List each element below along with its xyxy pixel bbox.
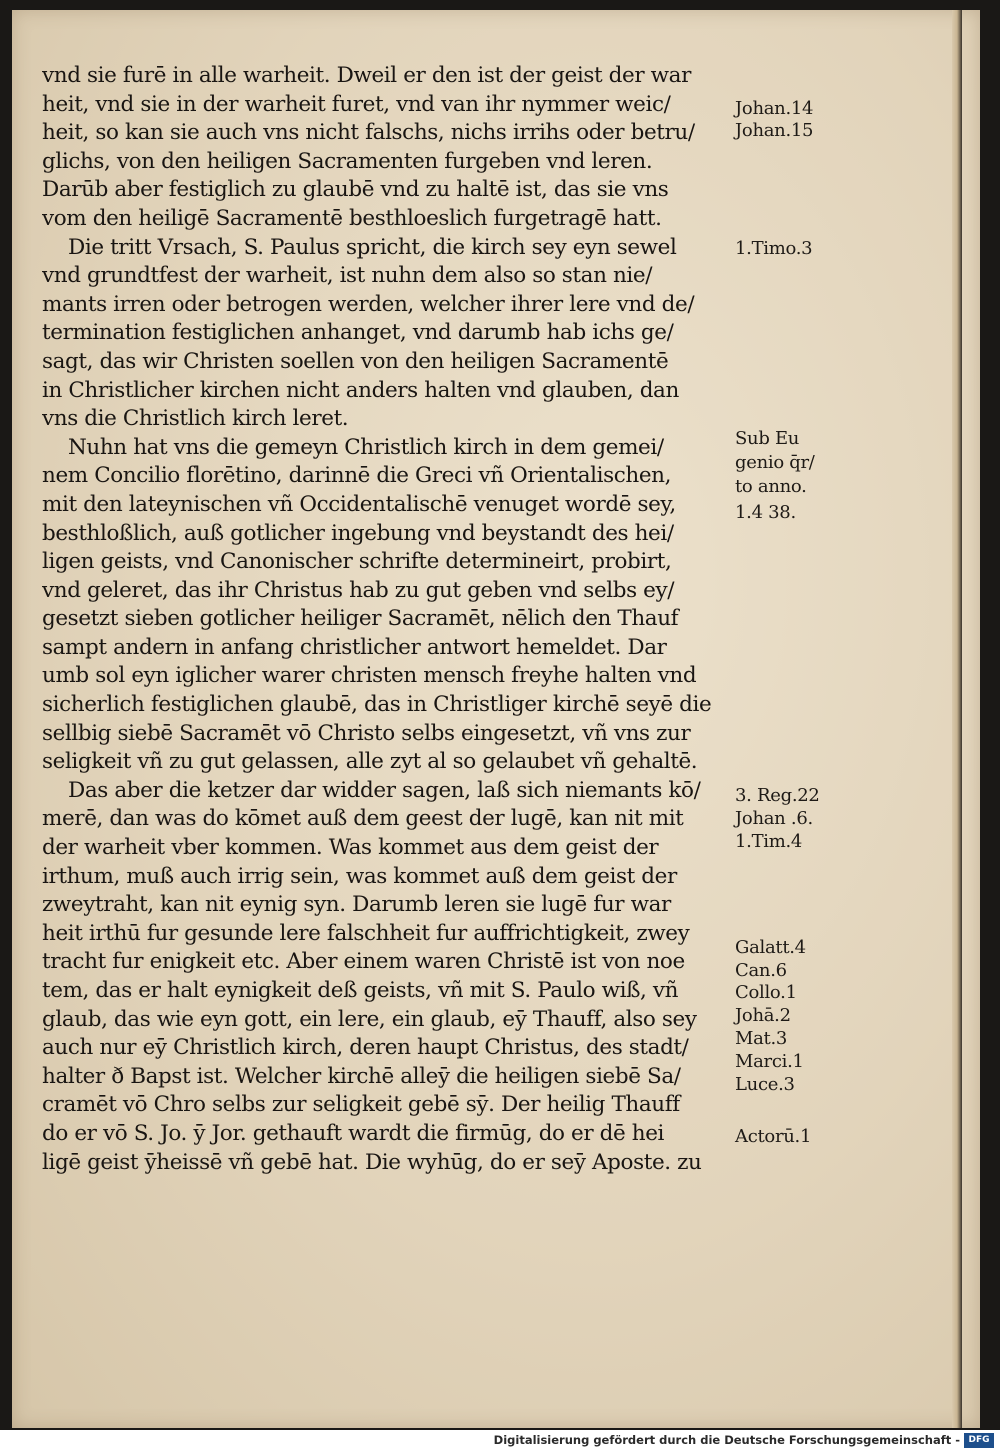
text-line: sicherlich festiglichen glaubē, das in Christliger kirchē seyē die [42, 692, 712, 718]
text-line: do er vō S. Jo. ȳ Jor. gethauft wardt die firmūg, do er dē hei [42, 1120, 665, 1146]
text-line: auch nur eȳ Christlich kirch, deren haupt Christus, des stadt/ [42, 1035, 689, 1061]
main-text-block [42, 62, 732, 1177]
margin-note: Johan.14 [735, 98, 814, 119]
text-line: mit den lateynischen vñ Occidentalischē venuget wordē sey, [42, 491, 676, 517]
text-line: besthloßlich, auß gotlicher ingebung vnd beystandt des hei/ [42, 520, 674, 546]
text-line: ligen geists, vnd Canonischer schrifte determineirt, probirt, [42, 549, 672, 575]
margin-note: Sub Eu [735, 428, 800, 449]
text-line: Nuhn hat vns die gemeyn Christlich kirch in dem gemei/ [68, 434, 664, 460]
text-line: termination festiglichen anhanget, vnd darumb hab ichs ge/ [42, 320, 674, 346]
text-line: vnd geleret, das ihr Christus hab zu gut geben vnd selbs ey/ [42, 577, 675, 603]
margin-note: Actorū.1 [735, 1126, 812, 1147]
text-line: vnd sie furē in alle warheit. Dweil er den ist der geist der war [42, 63, 691, 88]
margin-note: Johan.15 [735, 120, 814, 141]
margin-note: Mat.3 [735, 1028, 788, 1049]
margin-note: 1.Tim.4 [735, 831, 803, 852]
text-line: cramēt vō Chro selbs zur seligkeit gebē sȳ. Der heilig Thauff [42, 1092, 680, 1118]
text-line: vnd grundtfest der warheit, ist nuhn dem also so stan nie/ [42, 263, 653, 289]
text-line: heit, so kan sie auch vns nicht falschs, nichs irrihs oder betru/ [42, 120, 695, 146]
text-line: sellbig siebē Sacramēt vō Christo selbs eingesetzt, vñ vns zur [42, 720, 691, 746]
footer-bar [0, 1430, 1000, 1452]
text-line: sampt andern in anfang christlicher antwort hemeldet. Dar [42, 634, 667, 660]
margin-note: Marci.1 [735, 1051, 804, 1072]
dfg-logo-icon: DFG [964, 1433, 994, 1448]
text-line: sagt, das wir Christen soellen von den heiligen Sacramentē [42, 348, 669, 374]
margin-note: to anno. [735, 476, 807, 497]
text-line: glichs, von den heiligen Sacramenten furgeben vnd leren. [42, 148, 653, 174]
text-line: nem Concilio florētino, darinnē die Greci vñ Orientalischen, [42, 463, 672, 489]
text-line: irthum, muß auch irrig sein, was kommet auß dem geist der [42, 863, 677, 889]
text-line: Das aber die ketzer dar widder sagen, laß sich niemants kō/ [68, 777, 701, 803]
text-line: tem, das er halt eynigkeit deß geists, vñ mit S. Paulo wiß, vñ [42, 978, 679, 1003]
text-line: heit irthū fur gesunde lere falschheit fur auffrichtigkeit, zwey [42, 920, 690, 946]
margin-note: genio q̄r/ [735, 452, 815, 473]
text-line: Die tritt Vrsach, S. Paulus spricht, die kirch sey eyn sewel [68, 234, 677, 260]
text-line: in Christlicher kirchen nicht anders halten vnd glauben, dan [42, 377, 679, 403]
margin-note: 3. Reg.22 [735, 785, 820, 806]
text-line: tracht fur enigkeit etc. Aber einem waren Christē ist von noe [42, 949, 685, 975]
margin-note: 1.4 38. [735, 502, 796, 523]
margin-note: Can.6 [735, 960, 787, 981]
text-line: glaub, das wie eyn gott, ein lere, ein glaub, eȳ Thauff, also sey [42, 1006, 697, 1032]
text-line: heit, vnd sie in der warheit furet, vnd van ihr nymmer weic/ [42, 91, 671, 117]
funding-notice: Digitalisierung gefördert durch die Deutsche Forschungsgemeinschaft - [493, 1433, 960, 1447]
page-edge [952, 10, 962, 1428]
text-line: ligē geist ȳheissē vñ gebē hat. Die wyhūg, do er seȳ Aposte. zu [42, 1149, 702, 1175]
text-line: vns die Christlich kirch leret. [42, 406, 349, 432]
text-line: der warheit vber kommen. Was kommet aus dem geist der [42, 835, 659, 861]
text-line: gesetzt sieben gotlicher heiliger Sacramēt, nēlich den Thauf [42, 606, 679, 632]
text-line: umb sol eyn iglicher warer christen mensch freyhe halten vnd [42, 663, 697, 689]
margin-note: Collo.1 [735, 982, 797, 1003]
text-line: Darūb aber festiglich zu glaubē vnd zu haltē ist, das sie vns [42, 177, 669, 203]
text-line: halter ð Bapst ist. Welcher kirchē alleȳ die heiligen siebē Sa/ [42, 1063, 681, 1089]
text-line: merē, dan was do kōmet auß dem geest der lugē, kan nit mit [42, 806, 684, 832]
text-line: mants irren oder betrogen werden, welcher ihrer lere vnd de/ [42, 291, 695, 317]
margin-note: Johā.2 [735, 1005, 791, 1026]
text-line: zweytraht, kan nit eynig syn. Darumb leren sie lugē fur war [42, 892, 671, 918]
text-line: vom den heiligē Sacramentē besthloeslich furgetragē hatt. [42, 205, 662, 231]
margin-note: Johan .6. [735, 808, 813, 829]
margin-note: 1.Timo.3 [735, 238, 813, 259]
text-line: seligkeit vñ zu gut gelassen, alle zyt al so gelaubet vñ gehaltē. [42, 749, 698, 775]
margin-note: Luce.3 [735, 1074, 795, 1095]
margin-note: Galatt.4 [735, 937, 806, 958]
